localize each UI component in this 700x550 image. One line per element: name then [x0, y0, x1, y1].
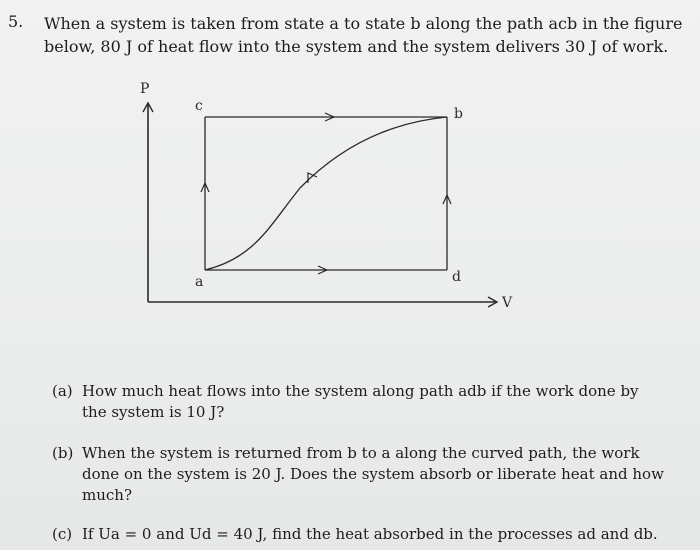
part-c-line-1: If Ua = 0 and Ud = 40 J, find the heat absorbed in the processes ad and db.: [82, 525, 658, 543]
part-c-label: (c): [52, 525, 73, 543]
question-number: 5.: [8, 12, 24, 31]
part-b-line-1: When the system is returned from b to a along the curved path, the work: [82, 444, 640, 462]
question-line-1: When a system is taken from state a to state b along the path acb in the figure: [44, 14, 683, 33]
part-a-line-1: How much heat flows into the system along path adb if the work done by: [82, 382, 639, 400]
part-b-line-3: much?: [82, 486, 132, 504]
part-c-text: [82, 524, 658, 545]
part-b-line-2: done on the system is 20 J. Does the system absorb or liberate heat and how: [82, 465, 664, 483]
question-line-2: below, 80 J of heat flow into the system and the system delivers 30 J of work.: [44, 37, 669, 56]
v-axis-label: V: [502, 295, 513, 311]
point-a-label: a: [195, 274, 204, 290]
part-b-label: (b): [52, 444, 74, 462]
point-b-label: b: [454, 106, 463, 122]
path-curved-ba: [205, 117, 447, 270]
part-a-text: [82, 381, 639, 423]
p-axis-label: P: [140, 81, 150, 97]
point-d-label: d: [452, 269, 461, 285]
arrow-curved: [308, 173, 317, 183]
part-a-line-2: the system is 10 J?: [82, 403, 225, 421]
part-a-label: (a): [52, 382, 73, 400]
part-b-text: [82, 443, 664, 506]
point-c-label: c: [195, 98, 203, 114]
